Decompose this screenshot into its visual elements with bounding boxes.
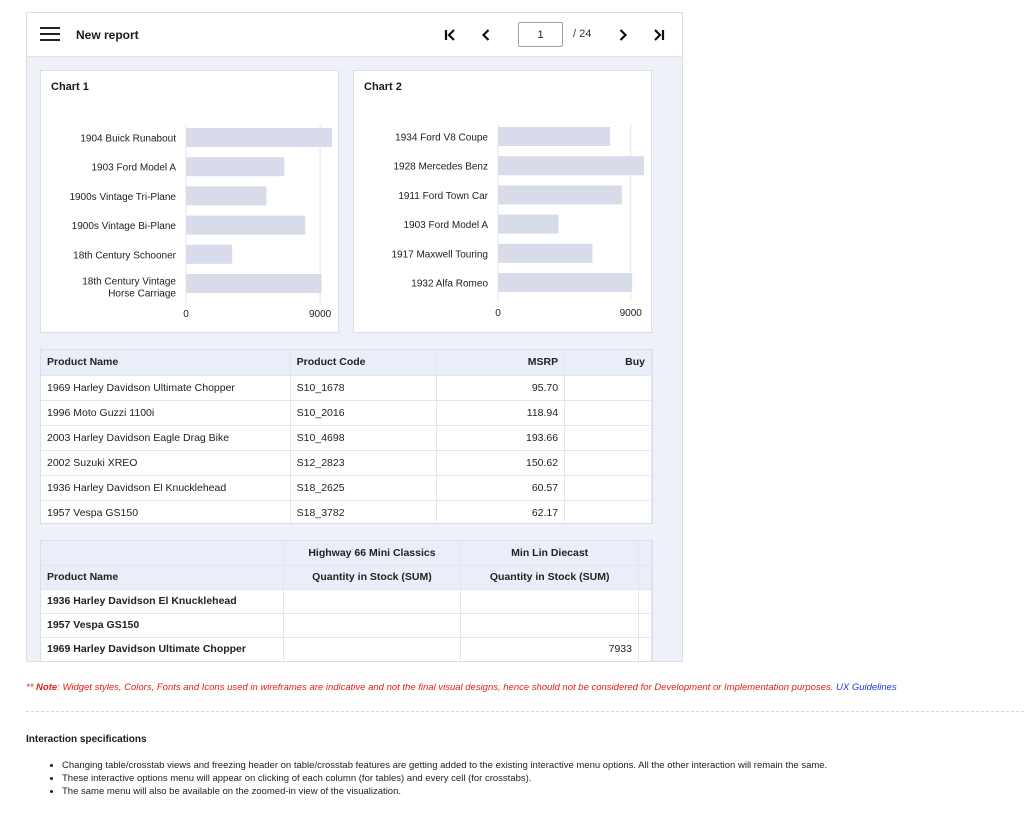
chart-bar — [498, 215, 558, 234]
chart-bar — [186, 274, 322, 293]
list-item: • Changing table/crosstab views and freezing header on table/crosstab features are getting added to the existing interactive menu options. All the other interaction will remain the same. — [62, 759, 827, 772]
table-cell[interactable]: 1957 Vespa GS150 — [41, 500, 290, 524]
table-cell[interactable] — [565, 425, 652, 450]
table-row — [41, 450, 652, 475]
chart-bar — [186, 245, 232, 264]
chart-bar — [186, 128, 332, 147]
table-cell[interactable]: S18_3782 — [290, 500, 436, 524]
chart-bar — [186, 157, 284, 176]
table-cell[interactable]: S10_4698 — [290, 425, 436, 450]
category-label: 1903 Ford Model A — [403, 220, 488, 232]
table-row — [41, 425, 652, 450]
crosstab-measure-header[interactable]: Quantity in Stock (SUM) — [461, 565, 639, 589]
first-page-icon[interactable] — [440, 24, 460, 46]
table-cell[interactable]: S18_2625 — [290, 475, 436, 500]
table-cell[interactable]: 118.94 — [436, 400, 564, 425]
crosstab-row — [41, 613, 652, 637]
table-cell[interactable]: S10_2016 — [290, 400, 436, 425]
crosstab-row-label[interactable]: 1957 Vespa GS150 — [41, 613, 283, 637]
crosstab-cell[interactable] — [283, 637, 461, 661]
table-cell[interactable]: S12_2823 — [290, 450, 436, 475]
crosstab-cell[interactable] — [461, 613, 639, 637]
category-label: 1928 Mercedes Benz — [393, 161, 488, 173]
table-row — [41, 475, 652, 500]
page-total: / 24 — [573, 28, 592, 40]
category-label-line: Horse Carriage — [108, 288, 176, 300]
table-cell[interactable]: 1969 Harley Davidson Ultimate Chopper — [41, 375, 290, 400]
table-cell[interactable]: 150.62 — [436, 450, 564, 475]
table-cell[interactable]: S10_1678 — [290, 375, 436, 400]
crosstab-filler — [638, 589, 651, 613]
crosstab-cell[interactable] — [283, 589, 461, 613]
crosstab-row-label[interactable]: 1969 Harley Davidson Ultimate Chopper — [41, 637, 283, 661]
crosstab-row — [41, 637, 652, 661]
chart-bar — [186, 186, 266, 205]
table-row — [41, 375, 652, 400]
chart-bar — [498, 244, 592, 263]
table-cell[interactable]: 1996 Moto Guzzi 1100i — [41, 400, 290, 425]
table-cell[interactable] — [565, 475, 652, 500]
hamburger-icon[interactable] — [40, 27, 60, 42]
crosstab-row-label[interactable]: 1936 Harley Davidson El Knucklehead — [41, 589, 283, 613]
chart-bar — [498, 185, 622, 204]
category-label: 1934 Ford V8 Coupe — [395, 132, 488, 144]
crosstab-measure-header[interactable]: Quantity in Stock (SUM) — [283, 565, 461, 589]
note-prefix: ** — [26, 682, 37, 693]
tick-label: 9000 — [619, 308, 642, 320]
crosstab-cell[interactable] — [283, 613, 461, 637]
table-cell[interactable]: 1936 Harley Davidson El Knucklehead — [41, 475, 290, 500]
category-label: 18th Century Schooner — [73, 250, 176, 262]
crosstab-cell[interactable]: 7933 — [461, 637, 639, 661]
report-viewer — [26, 12, 683, 662]
column-header-product-name[interactable]: Product Name — [41, 350, 290, 375]
chart-bar — [498, 156, 644, 175]
table-cell[interactable] — [565, 500, 652, 524]
tick-label: 0 — [495, 308, 501, 320]
crosstab-cell[interactable] — [461, 589, 639, 613]
ux-guidelines-link[interactable]: UX Guidelines — [835, 682, 897, 693]
table-cell[interactable] — [565, 375, 652, 400]
category-label — [82, 277, 176, 300]
category-label: 1903 Ford Model A — [91, 162, 176, 174]
chart-bar — [186, 216, 305, 235]
next-page-icon[interactable] — [613, 24, 633, 46]
crosstab-corner — [41, 541, 283, 565]
chart-1-plot — [41, 71, 340, 334]
table-row — [41, 500, 652, 524]
tick-label: 0 — [183, 309, 189, 321]
chart-1-card[interactable] — [40, 70, 339, 333]
table-cell[interactable] — [565, 450, 652, 475]
table-row — [41, 400, 652, 425]
crosstab-filler — [638, 541, 651, 565]
chart-2-card[interactable] — [353, 70, 652, 333]
prev-page-icon[interactable] — [476, 24, 496, 46]
table-header-row — [41, 350, 652, 375]
list-item: • These interactive options menu will appear on clicking of each column (for tables) and every cell (for crosstabs). — [62, 772, 827, 785]
chart-title: Chart 2 — [364, 81, 402, 93]
column-header-product-code[interactable]: Product Code — [290, 350, 436, 375]
table-cell[interactable]: 2003 Harley Davidson Eagle Drag Bike — [41, 425, 290, 450]
product-table — [40, 349, 653, 524]
crosstab — [40, 540, 653, 662]
crosstab-row-header[interactable]: Product Name — [41, 565, 283, 589]
report-toolbar — [27, 13, 682, 57]
column-header-msrp[interactable]: MSRP — [436, 350, 564, 375]
tick-label: 9000 — [308, 309, 332, 321]
interaction-spec-list — [62, 759, 827, 798]
disclaimer-note — [26, 682, 897, 693]
table-cell[interactable] — [565, 400, 652, 425]
category-label: 1900s Vintage Tri-Plane — [69, 191, 176, 203]
category-label: 1904 Buick Runabout — [80, 133, 176, 145]
page-number-input[interactable] — [518, 22, 563, 47]
crosstab-vendor-header[interactable]: Min Lin Diecast — [461, 541, 639, 565]
crosstab-filler — [638, 637, 651, 661]
chart-bar — [498, 273, 632, 292]
chart-title: Chart 1 — [51, 81, 89, 93]
last-page-icon[interactable] — [649, 24, 669, 46]
table-cell[interactable]: 2002 Suzuki XREO — [41, 450, 290, 475]
category-label-line: 18th Century Vintage — [82, 276, 176, 288]
table-cell[interactable]: 95.70 — [436, 375, 564, 400]
table-cell[interactable]: 60.57 — [436, 475, 564, 500]
crosstab-vendor-header[interactable]: Highway 66 Mini Classics — [283, 541, 461, 565]
report-title: New report — [76, 28, 139, 42]
column-header-buy[interactable]: Buy — [565, 350, 652, 375]
category-label: 1911 Ford Town Car — [398, 190, 488, 202]
note-text: : Widget styles, Colors, Fonts and Icons used in wireframes are indicative and not the final visual designs, hence should not be considered for Development or Implementation purposes. — [57, 682, 836, 693]
list-item: • The same menu will also be available on the zoomed-in view of the visualization. — [62, 785, 827, 798]
category-label: 1932 Alfa Romeo — [411, 278, 488, 290]
crosstab-filler — [638, 613, 651, 637]
section-divider — [26, 711, 1024, 712]
table-cell[interactable]: 193.66 — [436, 425, 564, 450]
interaction-spec-title: Interaction specifications — [26, 734, 147, 745]
note-label: Note — [36, 682, 58, 693]
category-label: 1917 Maxwell Touring — [391, 249, 488, 261]
crosstab-vendor-row — [41, 541, 652, 565]
table-cell[interactable]: 62.17 — [436, 500, 564, 524]
crosstab-filler — [638, 565, 651, 589]
category-label: 1900s Vintage Bi-Plane — [71, 221, 176, 233]
chart-bar — [498, 127, 610, 146]
chart-2-plot — [354, 71, 653, 334]
crosstab-row — [41, 589, 652, 613]
crosstab-measure-row — [41, 565, 652, 589]
